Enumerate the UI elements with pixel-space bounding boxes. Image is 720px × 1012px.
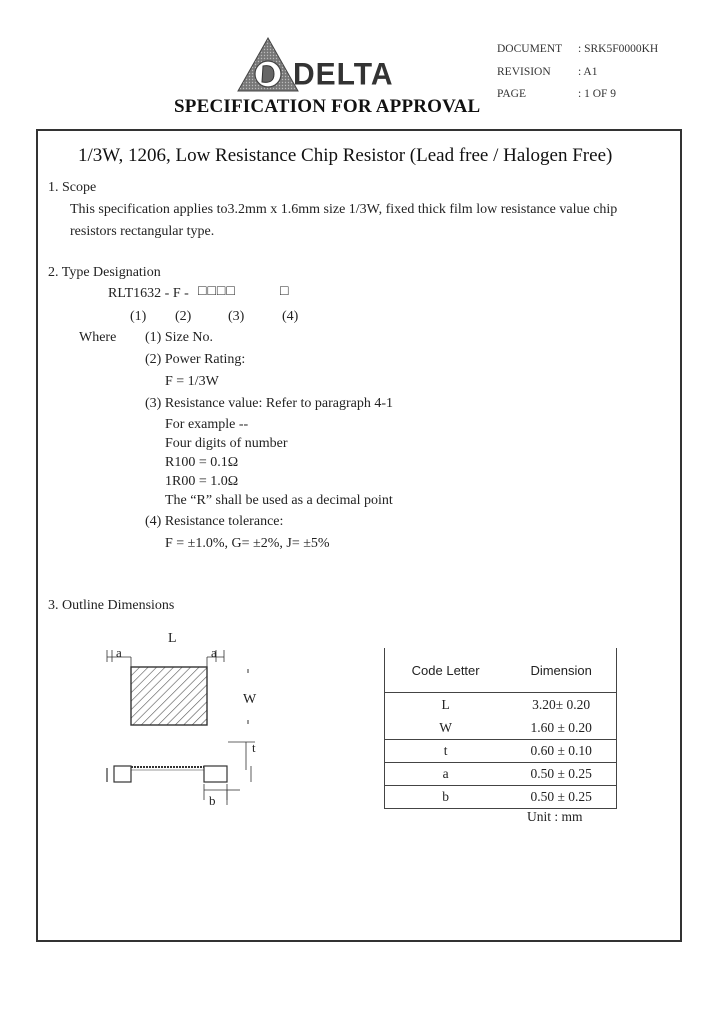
unit-label: Unit : mm — [527, 809, 583, 824]
dim-label-a-left: a — [116, 645, 122, 660]
type-code: RLT1632 - F - — [108, 286, 189, 301]
dimension-L: 3.20± 0.20 — [532, 697, 591, 712]
dim-label-b: b — [209, 793, 216, 808]
header-code-letter: Code Letter — [385, 648, 507, 693]
dim-label-W: W — [243, 692, 257, 707]
content-frame — [36, 129, 682, 942]
table-row — [385, 717, 617, 740]
outline-drawing — [100, 630, 270, 810]
code-letter-W: W — [385, 717, 507, 740]
dimension-W: 1.60 ± 0.20 — [506, 717, 616, 740]
logo-wordmark: DELTA — [293, 57, 394, 92]
outline-heading: 3. Outline Dimensions — [48, 598, 175, 613]
meta-page-label: PAGE — [497, 88, 526, 100]
meta-document-label: DOCUMENT — [497, 43, 563, 55]
power-rating-value: F = 1/3W — [165, 374, 219, 389]
tolerance-code-box: □ — [280, 284, 289, 299]
item-resistance-tolerance: (4) Resistance tolerance: — [145, 514, 284, 529]
table-row — [385, 693, 617, 718]
item-resistance-value: (3) Resistance value: Refer to paragraph 4-1 — [145, 396, 394, 411]
decimal-point-note: The “R” shall be used as a decimal point — [165, 493, 393, 508]
resistance-four-digits: Four digits of number — [165, 436, 288, 451]
tolerance-values: F = ±1.0%, G= ±2%, J= ±5% — [165, 536, 330, 551]
designation-num-4: (4) — [282, 309, 299, 324]
resistance-code-boxes: □□□□ — [198, 284, 236, 299]
resistance-example-1: R100 = 0.1Ω — [165, 455, 239, 470]
meta-page-value: : 1 OF 9 — [578, 88, 617, 100]
dimension-table — [384, 648, 617, 809]
table-row — [385, 763, 617, 786]
meta-revision-label: REVISION — [497, 66, 551, 78]
dim-label-a-right: a — [211, 645, 217, 660]
table-row — [385, 786, 617, 809]
where-label: Where — [79, 330, 117, 345]
item-size-no: (1) Size No. — [145, 330, 214, 345]
code-letter-t: t — [385, 740, 507, 763]
header-dimension: Dimension — [506, 648, 616, 693]
scope-heading: 1. Scope — [48, 180, 97, 195]
dimension-a: 0.50 ± 0.25 — [506, 763, 616, 786]
resistance-example-2: 1R00 = 1.0Ω — [165, 474, 239, 489]
dimension-b: 0.50 ± 0.25 — [506, 786, 616, 809]
scope-text-line2: resistors rectangular type. — [70, 224, 215, 239]
code-letter-L: L — [441, 697, 450, 712]
meta-revision-value: : A1 — [578, 66, 598, 78]
resistance-example-label: For example -- — [165, 417, 249, 432]
designation-num-2: (2) — [175, 309, 192, 324]
spec-title: SPECIFICATION FOR APPROVAL — [174, 96, 481, 117]
code-letter-a: a — [385, 763, 507, 786]
scope-text-line1: This specification applies to3.2mm x 1.6mm size 1/3W, fixed thick film low resistance value chip — [70, 202, 618, 217]
designation-num-3: (3) — [228, 309, 245, 324]
type-designation-heading: 2. Type Designation — [48, 265, 161, 280]
table-row — [385, 740, 617, 763]
dim-label-L: L — [168, 631, 177, 646]
dimension-t: 0.60 ± 0.10 — [506, 740, 616, 763]
dim-label-t: t — [252, 740, 256, 755]
item-power-rating: (2) Power Rating: — [145, 352, 246, 367]
document-title: 1/3W, 1206, Low Resistance Chip Resistor (Lead free / Halogen Free) — [78, 145, 613, 166]
meta-document-value: : SRK5F0000KH — [578, 43, 659, 55]
designation-num-1: (1) — [130, 309, 147, 324]
code-letter-b: b — [385, 786, 507, 809]
